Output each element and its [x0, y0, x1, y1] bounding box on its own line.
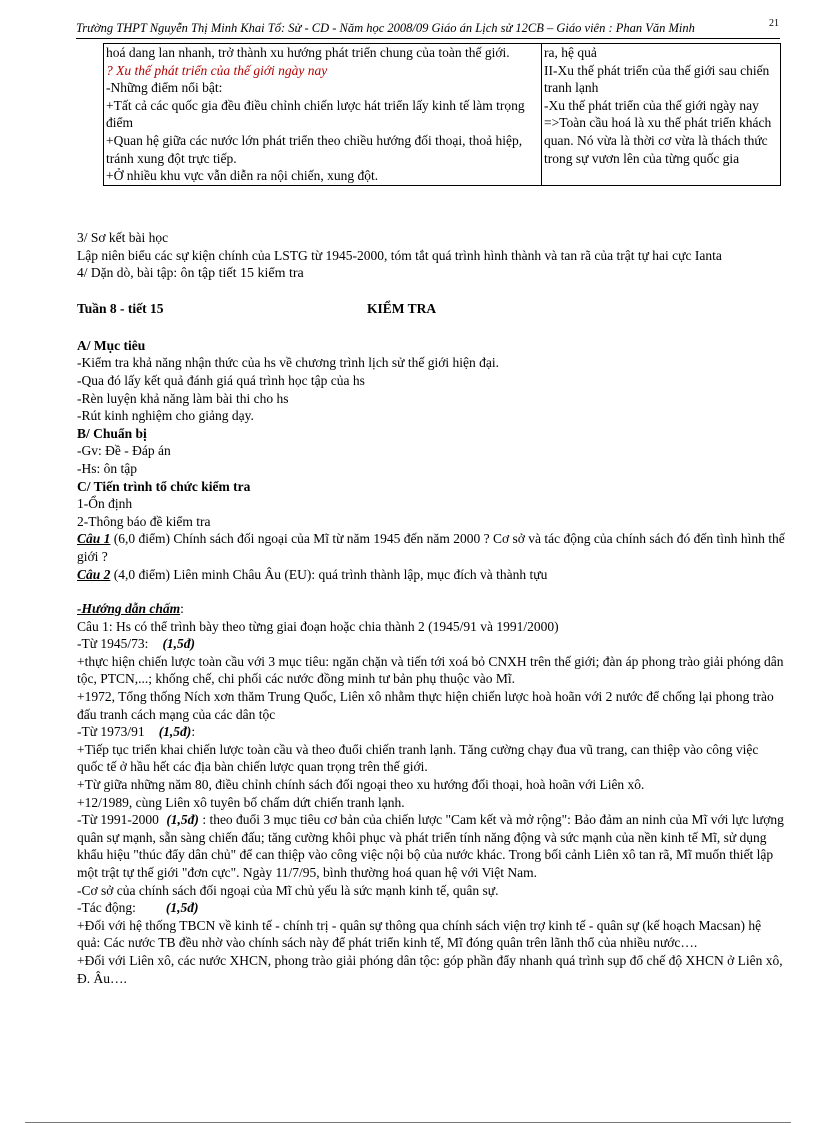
question-1 [77, 530, 787, 565]
guide-item: +Đối với hệ thống TBCN về kinh tế - chính trị - quân sự thông qua chính sách viện trợ kinh tế - quân sự (kế hoạch Macsan) hệ quả: Các nước TB đều nhờ vào chính sách này để phát triển kinh tế, Mĩ đóng quân trên lãnh thổ của nhiều nước…. [77, 917, 762, 951]
list-item: -Rèn luyện khả năng làm bài thi cho hs [77, 390, 289, 406]
table-left-cell [104, 44, 542, 186]
homework-line [77, 264, 787, 283]
guide-item: +1972, Tổng thống Ních xơn thăm Trung Quốc, Liên xô nhằm thực hiện chiến lược hoà hoãn với 2 nước để chống lại phong trào đấu tranh cách mạng của các dân tộc [77, 689, 774, 722]
period-2 [77, 723, 787, 741]
period-3 [77, 811, 787, 881]
score: (1,5đ) [158, 724, 192, 740]
period-text: : theo đuổi 3 mục tiêu cơ bản của chiến lược "Cam kết và mở rộng": Bảo đảm an ninh của Mĩ với lực lượng quân sự mạnh, sẵn sàng chiến đấu; tăng cường khôi phục và phát triển tính năng động và sức mạnh của nền kinh tế Mĩ, sử dụng khẩu hiệu "thúc đẩy dân chủ" để can thiệp vào công việc nội bộ của nước khác. Trong bối cảnh Liên xô tan rã, Mĩ muốn thiết lập một trật tự thế giới "đơn cực". Ngày 11/7/95, bình thường hoá quan hệ với Việt Nam. [77, 812, 784, 880]
lesson-week: Tuần 8 - tiết 15 [77, 300, 164, 316]
section-b-title: B/ Chuẩn bị [77, 425, 147, 441]
period-label: -Từ 1973/91 [77, 724, 145, 740]
table-text: =>Toàn cầu hoá là xu thế phát triển khách quan. Nó vừa là thời cơ vừa là thách thức trong sự vươn lên của từng quốc gia [544, 115, 772, 166]
header-rule [76, 38, 780, 39]
question-text: (4,0 điểm) Liên minh Châu Âu (EU): quá trình thành lập, mục đích và thành tựu [110, 566, 548, 582]
page-number: 21 [769, 18, 779, 29]
score: (1,5đ) [165, 900, 199, 916]
table-text: +Ở nhiều khu vực vẫn diễn ra nội chiến, xung đột. [106, 168, 379, 184]
question-label: Câu 2 [77, 566, 111, 582]
score: (1,5đ) [166, 812, 199, 828]
table-text: +Tất cả các quốc gia đều điều chỉnh chiến lược hát triển lấy kinh tế làm trọng điểm [106, 97, 525, 131]
guide-item: +thực hiện chiến lược toàn cầu với 3 mục tiêu: ngăn chặn và tiến tới xoá bỏ CNXH trên thế giới; đàn áp phong trào giải phóng dân tộc, PTCN,...; khống chế, chi phối các nước đồng minh tư bản phụ thuộc vào Mĩ. [77, 653, 784, 687]
header-text: Trường THPT Nguyễn Thị Minh Khai Tổ: Sử - CD - Năm học 2008/09 Giáo án Lịch sử 12CB – Giáo viên : Phan Văn Minh [76, 21, 695, 35]
guide-title-text: -Hướng dẫn chấm [77, 601, 181, 617]
guide-title [77, 600, 787, 618]
summary-text: Lập niên biểu các sự kiện chính của LSTG từ 1945-2000, tóm tắt quá trình hình thành và tan rã của trật tự hai cực Ianta [77, 247, 722, 263]
score: (1,5đ) [162, 636, 196, 652]
table-right-cell [542, 44, 781, 186]
period-colon: : [191, 724, 196, 740]
table-text: +Quan hệ giữa các nước lớn phát triển theo chiều hướng đối thoại, thoả hiệp, tránh xung đột trực tiếp. [106, 132, 523, 166]
section-a-title: A/ Mục tiêu [77, 337, 146, 353]
guide-intro: Câu 1: Hs có thể trình bày theo từng giai đoạn hoặc chia thành 2 (1945/91 và 1991/2000) [77, 618, 559, 634]
table-text: II-Xu thế phát triển của thế giới sau chiến tranh lạnh [544, 62, 770, 96]
question-text: (6,0 điểm) Chính sách đối ngoại của Mĩ từ năm 1945 đến năm 2000 ? Cơ sở và tác động của chính sách đó đến tình hình thế giới ? [77, 531, 785, 564]
document-body [77, 229, 787, 987]
guide-item: +Đối với Liên xô, các nước XHCN, phong trào giải phóng dân tộc: góp phần đẩy nhanh quá trình sụp đổ chế độ XHCN ở Liên xô, Đ. Âu…. [77, 952, 783, 986]
list-item: -Kiểm tra khả năng nhận thức của hs về chương trình lịch sử thế giới hiện đại. [77, 355, 499, 371]
list-item: -Gv: Đề - Đáp án [77, 443, 171, 459]
table-text: hoá dang lan nhanh, trở thành xu hướng phát triển chung của toàn thế giới. [106, 45, 510, 60]
guide-colon: : [180, 601, 184, 617]
homework-value: ôn tập tiết 15 kiểm tra [180, 266, 304, 282]
list-item: 2-Thông báo đề kiểm tra [77, 513, 211, 529]
guide-basis: -Cơ sở của chính sách đối ngoại của Mĩ chủ yếu là sức mạnh kinh tế, quân sự. [77, 882, 499, 898]
period-label: -Từ 1991-2000 [77, 812, 159, 828]
page-header [76, 20, 808, 38]
guide-item: +Tiếp tục triển khai chiến lược toàn cầu và theo đuổi chiến tranh lạnh. Tăng cường chạy đua vũ trang, can thiệp vào công việc quốc tế ở hầu hết các địa bàn chiến lược quan trọng trên thế giới. [77, 741, 759, 775]
lesson-table [103, 43, 781, 186]
section-c-title: C/ Tiến trình tổ chức kiểm tra [77, 478, 251, 494]
table-question: ? Xu thế phát triển của thế giới ngày nay [106, 62, 328, 78]
period-4 [77, 899, 787, 917]
homework-label: 4/ Dặn dò, bài tập: [77, 265, 181, 281]
table-text: -Xu thế phát triển của thế giới ngày nay [544, 97, 759, 113]
table-text: -Những điểm nổi bật: [106, 80, 223, 96]
question-label: Câu 1 [77, 531, 111, 547]
guide-item: +12/1989, cùng Liên xô tuyên bố chấm dứt chiến tranh lạnh. [77, 794, 405, 810]
period-label: -Từ 1945/73: [77, 636, 149, 652]
period-1 [77, 635, 787, 653]
summary-title: 3/ Sơ kết bài học [77, 230, 169, 245]
list-item: -Rút kinh nghiệm cho giảng dạy. [77, 408, 254, 424]
lesson-heading [77, 300, 787, 320]
list-item: 1-Ổn định [77, 496, 133, 512]
table-text: ra, hệ quả [544, 45, 597, 60]
guide-item: +Từ giữa những năm 80, điều chỉnh chính sách đối ngoại theo xu hướng đối thoại, hoà hoãn với Liên xô. [77, 777, 645, 793]
question-2 [77, 566, 787, 584]
period-label: -Tác động: [77, 900, 136, 916]
list-item: -Hs: ôn tập [77, 460, 137, 476]
lesson-title: KIỂM TRA [367, 300, 437, 316]
list-item: -Qua đó lấy kết quả đánh giá quá trình học tập của hs [77, 372, 365, 388]
